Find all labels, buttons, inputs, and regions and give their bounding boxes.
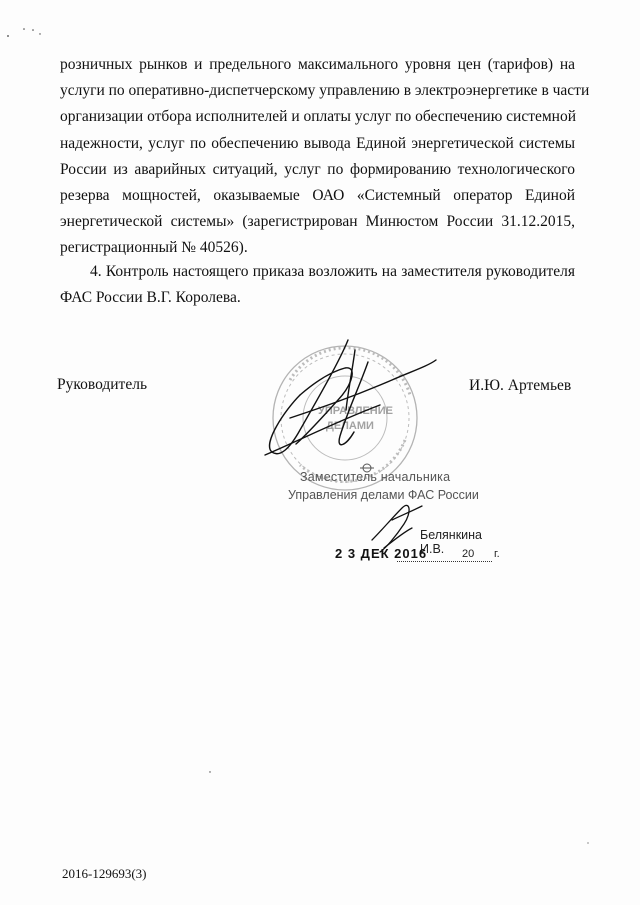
stamp-department-line: Управления делами ФАС России	[288, 488, 479, 502]
stamp-year-suffix: 20	[462, 548, 475, 560]
seal-text-line1: УПРАВЛЕНИЕ	[318, 405, 393, 417]
text-line: регистрационный № 40526).	[60, 239, 248, 257]
signatory-role: Руководитель	[57, 376, 148, 393]
handwritten-signature	[265, 340, 436, 455]
text-line: розничных рынков и предельного максимального уровня цен (тарифов) на	[60, 56, 575, 73]
text-line: 4. Контроль настоящего приказа возложить на заместителя руководителя	[90, 263, 575, 280]
text-line: резерва мощностей, оказываемые ОАО «Системный оператор Единой	[60, 187, 575, 205]
stamp-date-underline	[397, 561, 492, 562]
stamp-date: 2 3 ДЕК 2016	[335, 546, 428, 561]
stamp-position-line: Заместитель начальника	[300, 470, 451, 484]
scan-speckles	[7, 28, 589, 843]
seal-text-line2: ДЕЛАМИ	[326, 420, 374, 432]
text-line: надежности, услуг по обеспечению вывода Единой энергетической системы	[60, 134, 575, 152]
signatory-name: И.Ю. Артемьев	[469, 377, 572, 394]
text-line: услуги по оперативно-диспетчерскому управлению в электроэнергетике в части	[60, 82, 590, 100]
stamp-year-letter: г.	[494, 548, 500, 560]
document-number: 2016-129693(3)	[62, 866, 147, 881]
approval-stamp	[270, 460, 505, 570]
text-line: России из аварийных ситуаций, услуг по формированию технологического	[60, 160, 575, 178]
text-line: организации отбора исполнителей и оплаты услуг по обеспечению системной	[60, 108, 577, 126]
text-line: ФАС России В.Г. Королева.	[60, 289, 241, 307]
stamp-approver-name: Белянкина И.В.	[420, 528, 483, 556]
text-line: энергетической системы» (зарегистрирован Минюстом России 31.12.2015,	[60, 213, 575, 231]
